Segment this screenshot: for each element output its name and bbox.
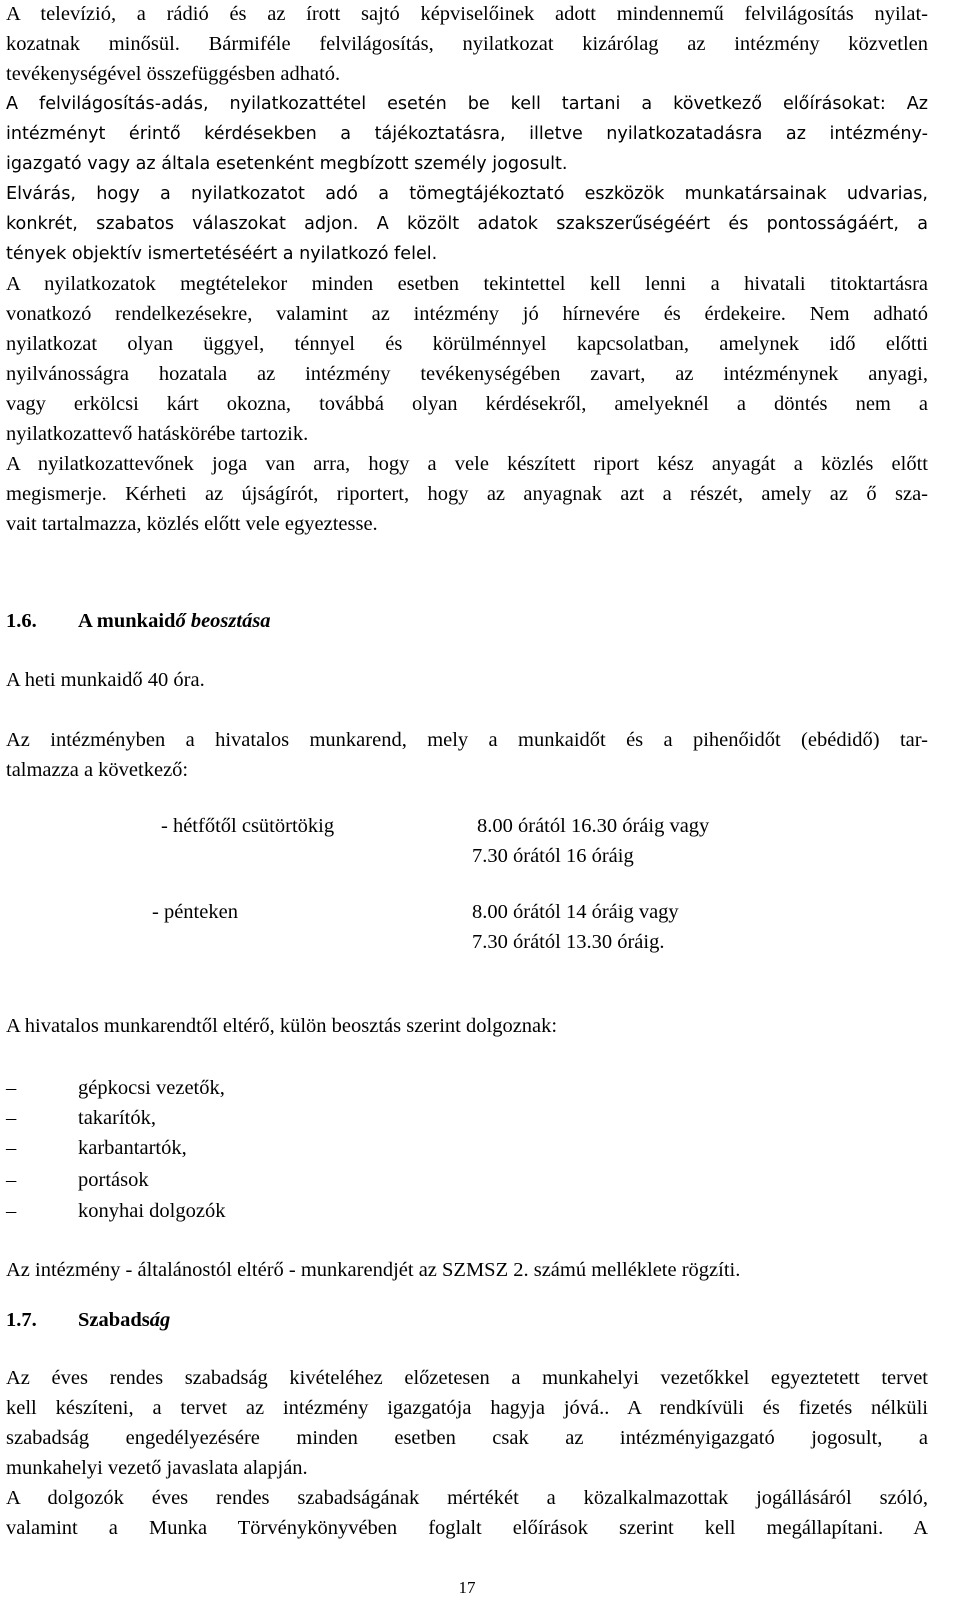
paragraph-2-line-3: igazgató vagy az általa esetenként megbízott személy jogosult.: [6, 154, 568, 174]
paragraph-3-line-1: Elvárás, hogy a nyilatkozatot adó a tömegtájékoztató eszközök munkatársainak udvarias,: [6, 184, 928, 204]
schedule-time: 7.30 órától 16 óráig: [472, 845, 634, 867]
paragraph-2-line-2: intézményt érintő kérdésekben a tájékoztatásra, illetve nyilatkozatadásra az intézmény-: [6, 124, 928, 144]
section-title: A munkaid: [78, 610, 176, 632]
paragraph-4-line-4: nyilvánosságra hozatala az intézmény tevékenységében zavart, az intézménynek anyagi,: [6, 363, 928, 385]
dash-bullet: –: [6, 1137, 17, 1159]
list-item-text: karbantartók,: [78, 1137, 187, 1159]
list-item-text: portások: [78, 1169, 149, 1191]
paragraph-7-line-2: valamint a Munka Törvénykönyvében foglalt előírások szerint kell megállapítani. A: [6, 1517, 928, 1539]
paragraph-6-line-4: munkahelyi vezető javaslata alapján.: [6, 1457, 308, 1479]
section-heading-1-7: [6, 1308, 170, 1332]
paragraph-1-line-3: tevékenységével összefüggésben adható.: [6, 63, 341, 85]
section-heading-1-6: [6, 609, 271, 633]
paragraph-3-line-2: konkrét, szabatos válaszokat adjon. A közölt adatok szakszerűségéért és pontosságáért, a: [6, 214, 928, 234]
list-item: [6, 1106, 156, 1130]
separate-schedule-intro: A hivatalos munkarendtől eltérő, külön beosztás szerint dolgoznak:: [6, 1015, 558, 1037]
annex-note: Az intézmény - általánostól eltérő - munkarendjét az SZMSZ 2. számú melléklete rögzíti.: [6, 1259, 741, 1281]
schedule-time: 8.00 órától 14 óráig vagy: [472, 901, 679, 923]
paragraph-6-line-2: kell készíteni, a tervet az intézmény igazgatója hagyja jóvá.. A rendkívüli és fizetés nélküli: [6, 1397, 928, 1419]
paragraph-7-line-1: A dolgozók éves rendes szabadságának mértékét a közalkalmazottak jogállásáról szóló,: [6, 1487, 928, 1509]
paragraph-1-line-1: A televízió, a rádió és az írott sajtó képviselőinek adott mindennemű felvilágosítás nyilat-: [6, 3, 928, 25]
paragraph-5-line-1: A nyilatkozattevőnek joga van arra, hogy a vele készített riport kész anyagát a közlés előtt: [6, 453, 928, 475]
paragraph-4-line-1: A nyilatkozatok megtételekor minden esetben tekintettel kell lenni a hivatali titoktartásra: [6, 273, 928, 295]
list-item-text: konyhai dolgozók: [78, 1200, 226, 1222]
list-item: [6, 1076, 225, 1100]
paragraph-6-line-3: szabadság engedélyezésére minden esetben csak az intézményigazgató jogosult, a: [6, 1427, 928, 1449]
page-number: 17: [458, 1578, 476, 1597]
paragraph-6-line-1: Az éves rendes szabadság kivételéhez előzetesen a munkahelyi vezetőkkel egyeztetett tervet: [6, 1367, 928, 1389]
section-title-italic: ő beosztása: [175, 610, 271, 632]
list-item: [6, 1168, 149, 1192]
schedule-time: 8.00 órától 16.30 óráig vagy: [477, 815, 710, 837]
dash-bullet: –: [6, 1169, 17, 1191]
weekly-hours-text: A heti munkaidő 40 óra.: [6, 669, 205, 691]
schedule-intro-line-1: Az intézményben a hivatalos munkarend, mely a munkaidőt és a pihenőidőt (ebédidő) tar-: [6, 729, 928, 751]
dash-bullet: –: [6, 1077, 17, 1099]
paragraph-5-line-3: vait tartalmazza, közlés előtt vele egyeztesse.: [6, 513, 378, 535]
schedule-time: 7.30 órától 13.30 óráig.: [472, 931, 665, 953]
section-number: 1.6.: [6, 610, 37, 632]
dash-bullet: –: [6, 1200, 17, 1222]
section-number: 1.7.: [6, 1309, 37, 1331]
section-title-italic: ág: [149, 1309, 171, 1331]
schedule-days-friday: - pénteken: [152, 901, 238, 923]
paragraph-3-line-3: tények objektív ismertetéséért a nyilatkozó felel.: [6, 244, 438, 264]
paragraph-1-line-2: kozatnak minősül. Bármiféle felvilágosítás, nyilatkozat kizárólag az intézmény közvetlen: [6, 33, 928, 55]
paragraph-4-line-5: vagy erkölcsi kárt okozna, továbbá olyan kérdésekről, amelyeknél a döntés nem a: [6, 393, 928, 415]
list-item-text: gépkocsi vezetők,: [78, 1077, 225, 1099]
list-item: [6, 1199, 225, 1223]
paragraph-4-line-2: vonatkozó rendelkezésekre, valamint az intézmény jó hírnevére és érdekeire. Nem adható: [6, 303, 928, 325]
list-item-text: takarítók,: [78, 1107, 156, 1129]
schedule-days-mon-thu: - hétfőtől csütörtökig: [161, 815, 335, 837]
list-item: [6, 1136, 187, 1160]
paragraph-4-line-6: nyilatkozattevő hatáskörébe tartozik.: [6, 423, 309, 445]
paragraph-2-line-1: A felvilágosítás-adás, nyilatkozattétel esetén be kell tartani a következő előírásokat: Az: [6, 94, 928, 114]
dash-bullet: –: [6, 1107, 17, 1129]
paragraph-5-line-2: megismerje. Kérheti az újságírót, riportert, hogy az anyagnak azt a részét, amely az ő sza-: [6, 483, 928, 505]
paragraph-4-line-3: nyilatkozat olyan üggyel, ténnyel és körülménnyel kapcsolatban, amelynek idő előtti: [6, 333, 928, 355]
schedule-intro-line-2: talmazza a következő:: [6, 759, 189, 781]
section-title: Szabads: [78, 1309, 150, 1331]
